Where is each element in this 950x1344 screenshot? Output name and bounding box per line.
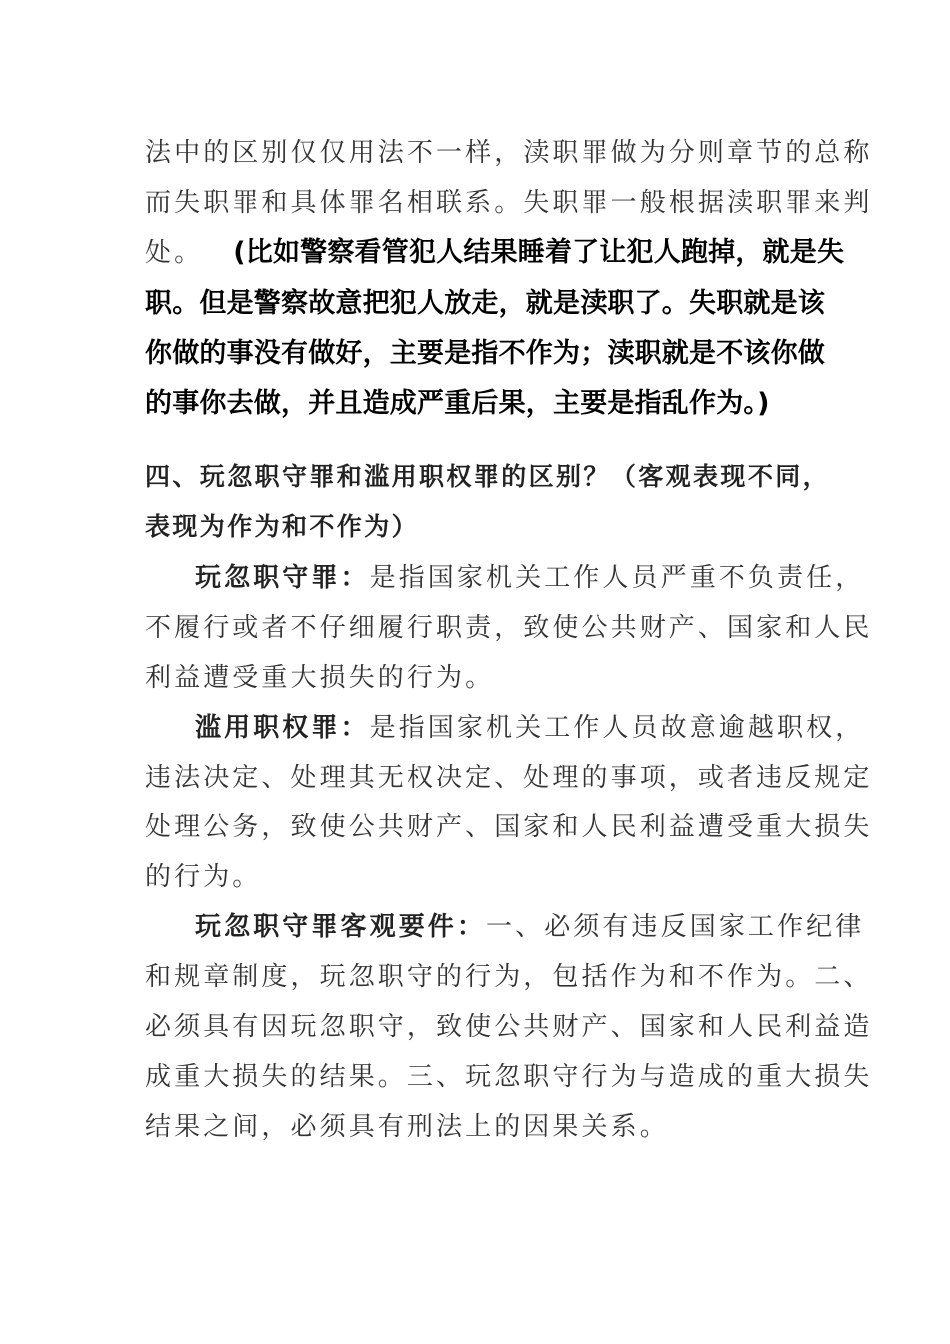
paragraph-line (145, 230, 845, 269)
example-line: 你做的事没有做好，主要是指不作为；渎职就是不该你做 (145, 338, 825, 369)
paragraph-text: 处。 (145, 238, 204, 268)
elements-line: 和规章制度，玩忽职守的行为，包括作为和不作为。二、 (145, 962, 873, 992)
definition-term: 玩忽职守罪： (195, 563, 370, 593)
definition-term: 滥用职权罪： (195, 713, 370, 743)
paragraph-line: 法中的区别仅仅用法不一样，渎职罪做为分则章节的总称 (145, 138, 873, 168)
paragraph-line: 而失职罪和具体罪名相联系。失职罪一般根据渎职罪来判 (145, 188, 873, 218)
definition-line: 的行为。 (145, 862, 262, 892)
example-text: (比如警察看管犯人结果睡着了让犯人跑掉，就是失 (233, 237, 845, 268)
example-line: 职。但是警察故意把犯人放走，就是渎职了。失职就是该 (145, 288, 825, 319)
definition-text: 是指国家机关工作人员严重不负责任， (369, 563, 865, 593)
elements-line (195, 906, 865, 943)
definition-line: 不履行或者不仔细履行职责，致使公共财产、国家和人民 (145, 613, 873, 643)
definition-line: 违法决定、处理其无权决定、处理的事项，或者违反规定 (145, 763, 873, 793)
elements-term: 玩忽职守罪客观要件： (195, 912, 487, 942)
definition-line: 利益遭受重大损失的行为。 (145, 663, 495, 693)
definition-line: 处理公务，致使公共财产、国家和人民利益遭受重大损失 (145, 812, 873, 842)
elements-text: 一、必须有违反国家工作纪律 (486, 912, 865, 942)
definition-line (195, 557, 865, 594)
section-heading (145, 457, 831, 493)
elements-line: 成重大损失的结果。三、玩忽职守行为与造成的重大损失 (145, 1062, 873, 1092)
definition-line (195, 707, 865, 744)
section-heading-main: 四、玩忽职守罪和滥用职权罪的区别？ (145, 462, 611, 491)
section-heading-line: 表现为作为和不作为） (145, 512, 420, 541)
example-line: 的事你去做，并且造成严重后果，主要是指乱作为。) (145, 388, 770, 419)
elements-line: 必须具有因玩忽职守，致使公共财产、国家和人民利益造 (145, 1012, 873, 1042)
definition-text: 是指国家机关工作人员故意逾越职权， (369, 713, 865, 743)
elements-line: 结果之间，必须具有刑法上的因果关系。 (145, 1112, 669, 1142)
section-heading-note: （客观表现不同， (610, 462, 831, 491)
